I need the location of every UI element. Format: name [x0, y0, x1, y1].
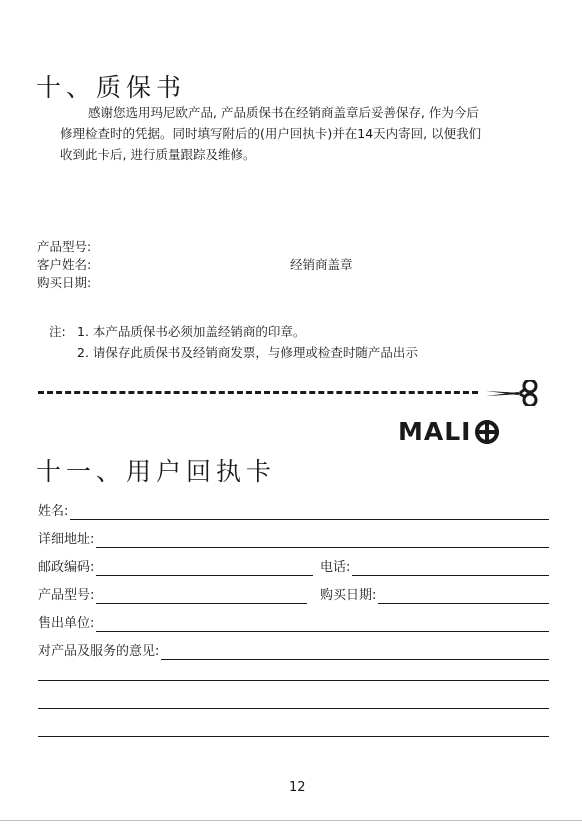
form-input-postcode[interactable] [96, 574, 313, 576]
form-row-seller [38, 612, 549, 632]
form-row-model [38, 584, 307, 604]
form-input-model[interactable] [96, 602, 307, 604]
intro-line-1: 感谢您选用玛尼欧产品, 产品质保书在经销商盖章后妥善保存, 作为今后 [88, 105, 479, 120]
page-bottom-rule [0, 820, 582, 821]
field-label-model: 产品型号: [37, 239, 92, 254]
form-row-address [38, 528, 549, 548]
section-title-receipt-card: 十一、用户回执卡 [36, 457, 277, 486]
form-row-name [38, 500, 549, 520]
opinion-line-3[interactable] [38, 708, 549, 709]
form-input-seller[interactable] [96, 630, 549, 632]
note-line-1: 1. 本产品质保书必须加盖经销商的印章。 [77, 324, 306, 339]
intro-line-2: 修理检查时的凭据。同时填写附后的(用户回执卡)并在14天内寄回, 以便我们 [60, 126, 482, 141]
form-row-postcode [38, 556, 313, 576]
form-input-opinion[interactable] [161, 658, 549, 660]
field-label-date: 购买日期: [37, 275, 92, 290]
intro-line-3: 收到此卡后, 进行质量跟踪及维修。 [60, 147, 256, 162]
dealer-stamp-label: 经销商盖章 [290, 257, 353, 272]
form-input-phone[interactable] [352, 574, 549, 576]
scissors-icon [484, 380, 546, 406]
opinion-line-4[interactable] [38, 736, 549, 737]
form-label-purchase-date: 购买日期: [320, 588, 377, 603]
form-label-postcode: 邮政编码: [38, 560, 95, 575]
form-label-model: 产品型号: [38, 588, 95, 603]
form-label-opinion: 对产品及服务的意见: [38, 644, 160, 659]
opinion-line-2[interactable] [38, 680, 549, 681]
form-input-name[interactable] [70, 518, 549, 520]
form-row-opinion [38, 640, 549, 660]
form-label-name: 姓名: [38, 504, 69, 519]
form-row-purchase-date [320, 584, 549, 604]
section-title-warranty: 十、质保书 [36, 73, 187, 102]
brand-logo [398, 417, 500, 446]
form-row-phone [320, 556, 549, 576]
form-label-address: 详细地址: [38, 532, 95, 547]
form-input-purchase-date[interactable] [378, 602, 549, 604]
form-label-phone: 电话: [320, 560, 351, 575]
form-input-address[interactable] [96, 546, 549, 548]
note-line-2: 2. 请保存此质保书及经销商发票，与修理或检查时随产品出示 [77, 345, 418, 360]
field-label-customer: 客户姓名: [37, 257, 92, 272]
page-number: 12 [289, 780, 306, 795]
form-label-seller: 售出单位: [38, 616, 95, 631]
cut-line [38, 391, 478, 394]
plus-circle-logo-icon [474, 419, 500, 445]
brand-logo-text: MALI [398, 417, 472, 446]
notes-prefix: 注: [49, 324, 66, 339]
